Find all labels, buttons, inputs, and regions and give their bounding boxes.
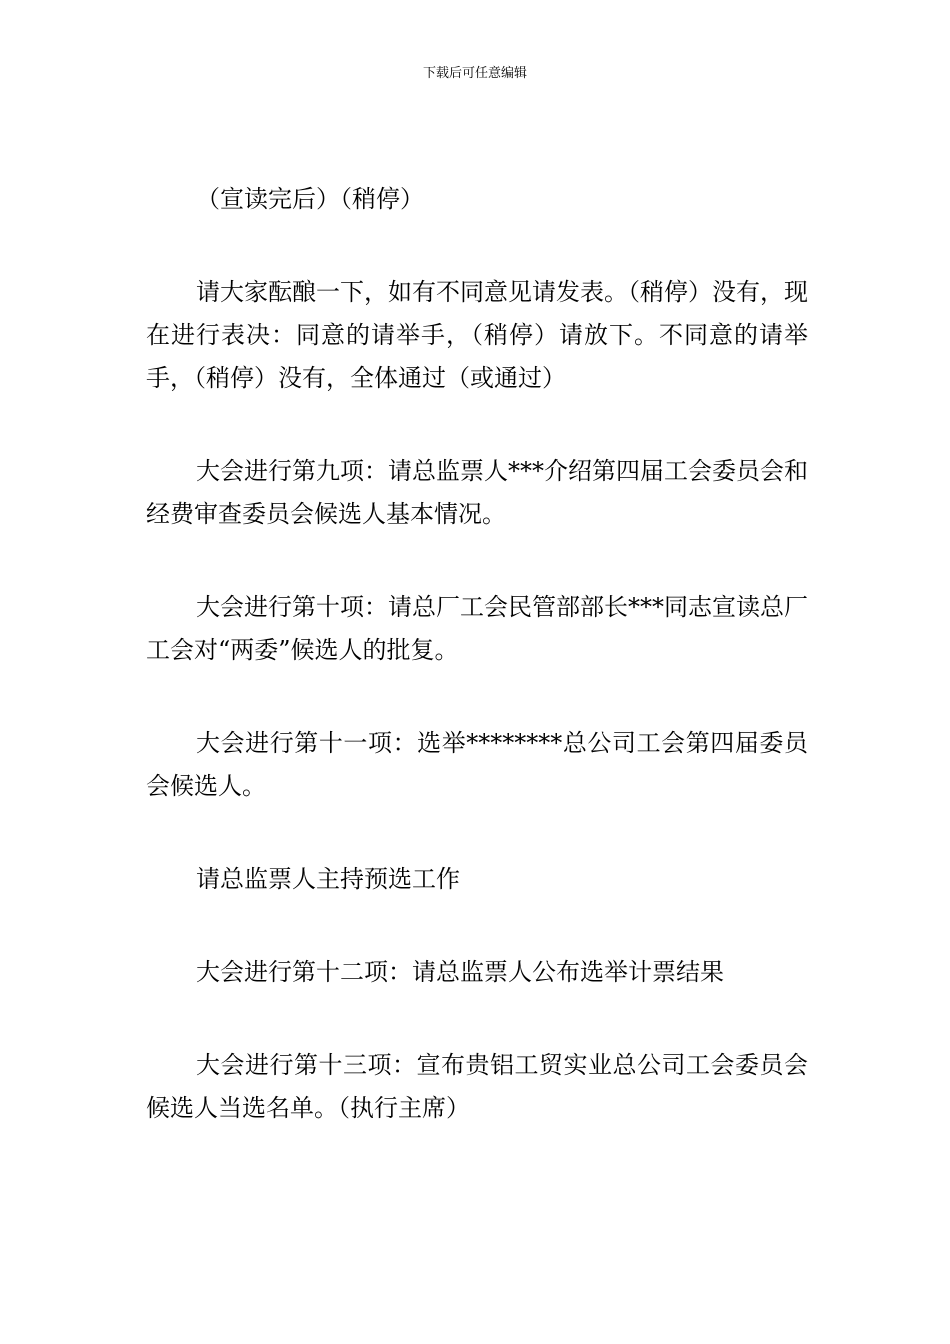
paragraph-preselection: 请总监票人主持预选工作 [196, 865, 460, 893]
document-body [146, 178, 808, 1180]
paragraph-item-10: 大会进行第十项：请总厂工会民管部部长***同志宣读总厂工会对“两委”候选人的批复。 [146, 593, 808, 664]
page-header: 下载后可任意编辑 [422, 66, 527, 81]
paragraph-vote: 请大家酝酿一下，如有不同意见请发表。（稍停）没有，现在进行表决：同意的请举手，（稍停）请放下。不同意的请举手，（稍停）没有，全体通过（或通过） [146, 278, 808, 392]
paragraph-item-9: 大会进行第九项：请总监票人***介绍第四届工会委员会和经费审查委员会候选人基本情况。 [146, 457, 808, 528]
paragraph-item-11: 大会进行第十一项：选举********总公司工会第四届委员会候选人。 [146, 729, 808, 800]
paragraph-item-13: 大会进行第十三项：宣布贵铝工贸实业总公司工会委员会候选人当选名单。（执行主席） [146, 1051, 808, 1122]
paragraph-item-12: 大会进行第十二项：请总监票人公布选举计票结果 [196, 958, 724, 986]
paragraph-reading-done: （宣读完后）（稍停） [196, 185, 424, 213]
